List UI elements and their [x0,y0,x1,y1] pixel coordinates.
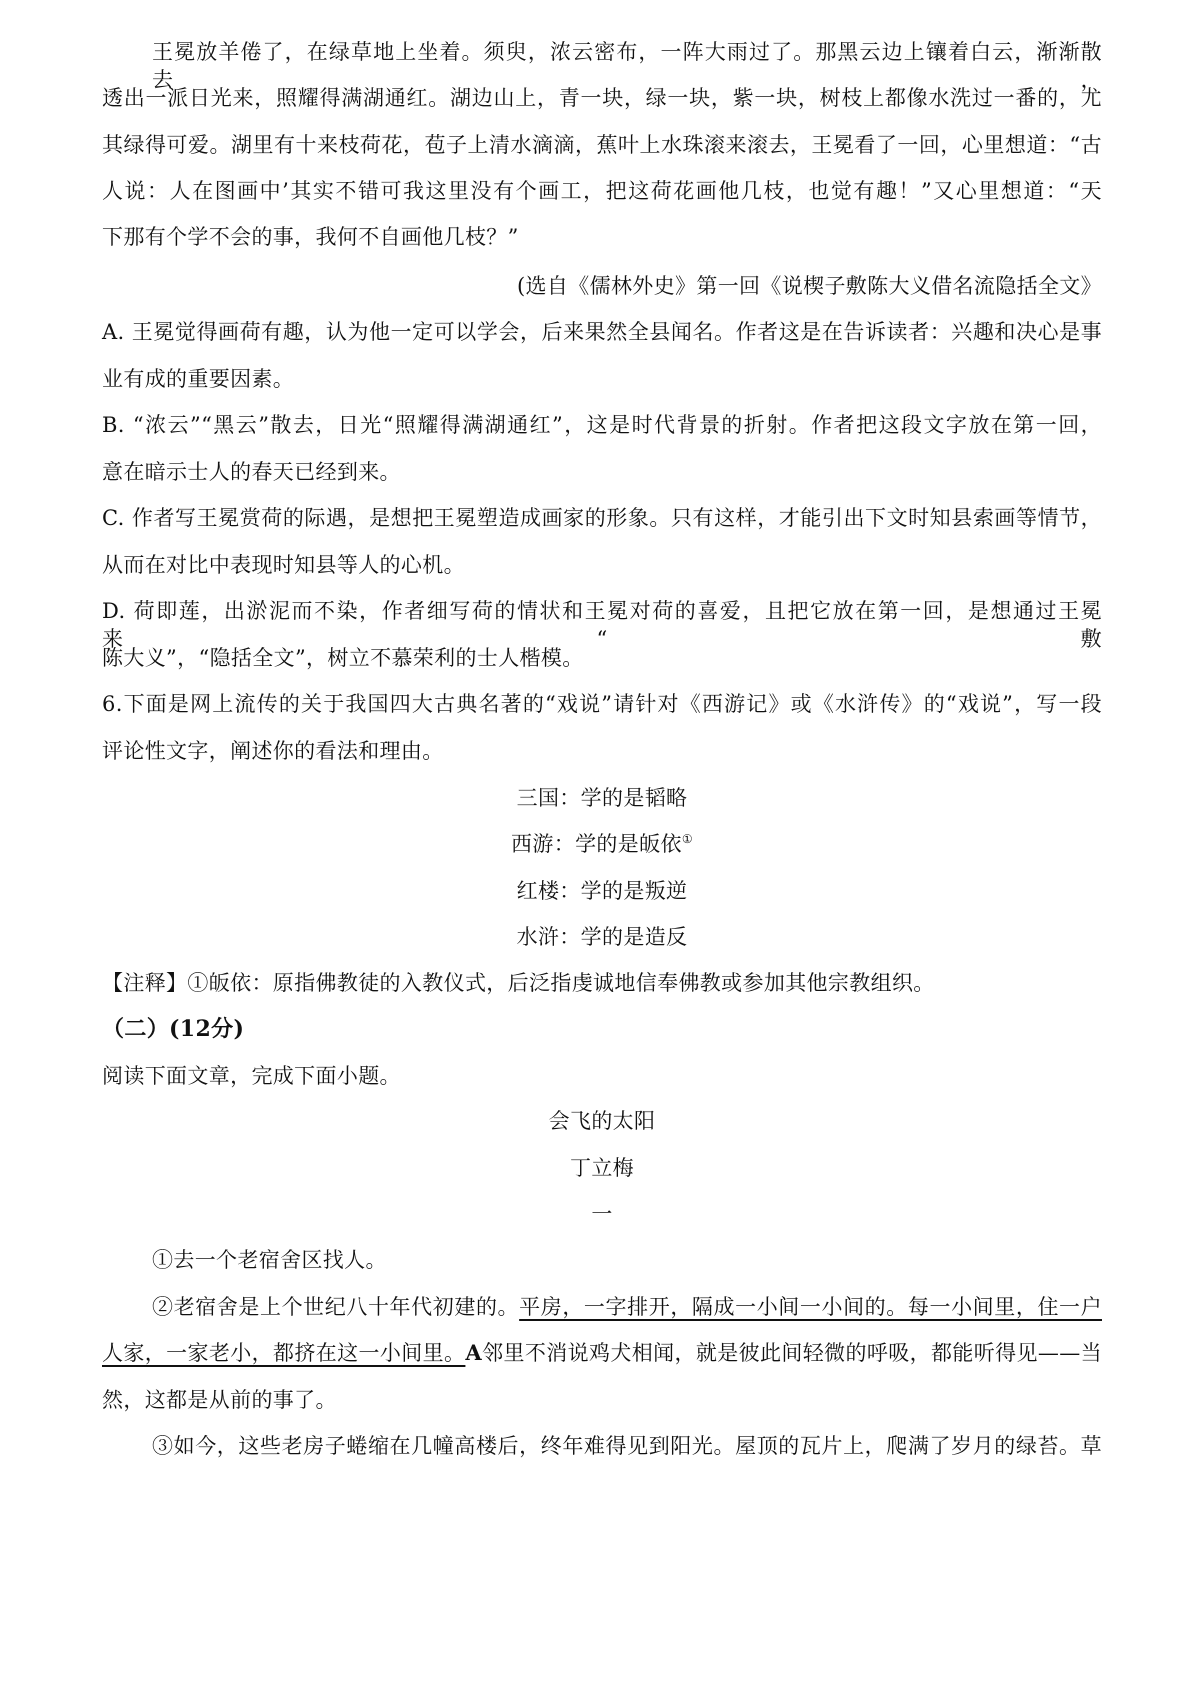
passage-line: 其绿得可爱。湖里有十来枝荷花，苞子上清水滴滴，蕉叶上水珠滚来滚去，王冕看了一回，心里想道：“古 [102,133,1102,157]
passage-line: 下那有个学不会的事，我何不自画他几枝？” [102,225,519,249]
paragraph-3-line1: ③如今，这些老房子蜷缩在几幢高楼后，终年难得见到阳光。屋顶的瓦片上，爬满了岁月的绿苔。草 [152,1434,1102,1458]
question-6-line2: 评论性文字，阐述你的看法和理由。 [102,739,444,763]
xishuo-item-shuihu: 水浒：学的是造反 [516,925,688,949]
option-b-line2: 意在暗示士人的春天已经到来。 [102,460,401,484]
section-heading: （二）(12分) [102,1016,245,1042]
article-author: 丁立梅 [569,1156,635,1180]
underlined-text: 人家，一家老小，都挤在这一小间里。 [102,1341,466,1365]
option-c-line2: 从而在对比中表现时知县等人的心机。 [102,553,465,577]
passage-line: 王冕放羊倦了，在绿草地上坐着。须臾，浓云密布，一阵大雨过了。那黑云边上镶着白云，渐渐散去， [152,40,1102,92]
footnote-mark: ① [681,832,693,846]
paragraph-1: ①去一个老宿舍区找人。 [152,1248,387,1272]
option-c-line1: C. 作者写王冕赏荷的际遇，是想把王冕塑造成画家的形象。只有这样，才能引出下文时知县索画等情节， [102,506,1102,530]
underlined-text: 平房，一字排开，隔成一小间一小间的。每一小间里，住一户 [519,1295,1102,1319]
passage-line: 透出一派日光来，照耀得满湖通红。湖边山上，青一块，绿一块，紫一块，树枝上都像水洗过一番的，尤 [102,86,1102,110]
option-d-line1: D. 荷即莲，出淤泥而不染，作者细写荷的情状和王冕对荷的喜爱，且把它放在第一回，是想通过王冕来“敷 [102,599,1102,651]
article-title: 会飞的太阳 [548,1109,656,1133]
passage-source: (选自《儒林外史》第一回《说楔子敷陈大义借名流隐括全文》 [517,274,1102,298]
xishuo-item-xiyou: 西游：学的是皈依① [511,832,693,856]
marker-a: A [465,1340,483,1365]
paragraph-2-line1: ②老宿舍是上个世纪八十年代初建的。平房，一字排开，隔成一小间一小间的。每一小间里，住一户 [152,1295,1102,1319]
option-a-line1: A. 王冕觉得画荷有趣，认为他一定可以学会，后来果然全县闻名。作者这是在告诉读者：兴趣和决心是事 [102,320,1102,344]
option-b-line1: B. “浓云”“黑云”散去，日光“照耀得满湖通红”，这是时代背景的折射。作者把这段文字放在第一回， [102,413,1102,437]
passage-line: 人说：人在图画中’其实不错可我这里没有个画工，把这荷花画他几枝，也觉有趣！”又心里想道：“天 [102,179,1102,203]
section-instruction: 阅读下面文章，完成下面小题。 [102,1064,401,1088]
xishuo-item-honglou: 红楼：学的是叛逆 [516,879,688,903]
footnote: 【注释】①皈依：原指佛教徒的入教仪式，后泛指虔诚地信奉佛教或参加其他宗教组织。 [102,971,935,995]
xishuo-item-sanguo: 三国：学的是韬略 [516,786,688,810]
paragraph-2-line3: 然，这都是从前的事了。 [102,1388,337,1412]
option-d-line2: 陈大义”，“隐括全文”，树立不慕荣利的士人楷模。 [102,646,584,670]
option-a-line2: 业有成的重要因素。 [102,367,295,391]
article-part-number: 一 [591,1202,613,1226]
paragraph-2-line2: 人家，一家老小，都挤在这一小间里。A邻里不消说鸡犬相闻，就是彼此间轻微的呼吸，都能听得见——当 [102,1340,1102,1365]
question-6-line1: 6.下面是网上流传的关于我国四大古典名著的“戏说”请针对《西游记》或《水浒传》的“戏说”，写一段 [102,692,1102,716]
